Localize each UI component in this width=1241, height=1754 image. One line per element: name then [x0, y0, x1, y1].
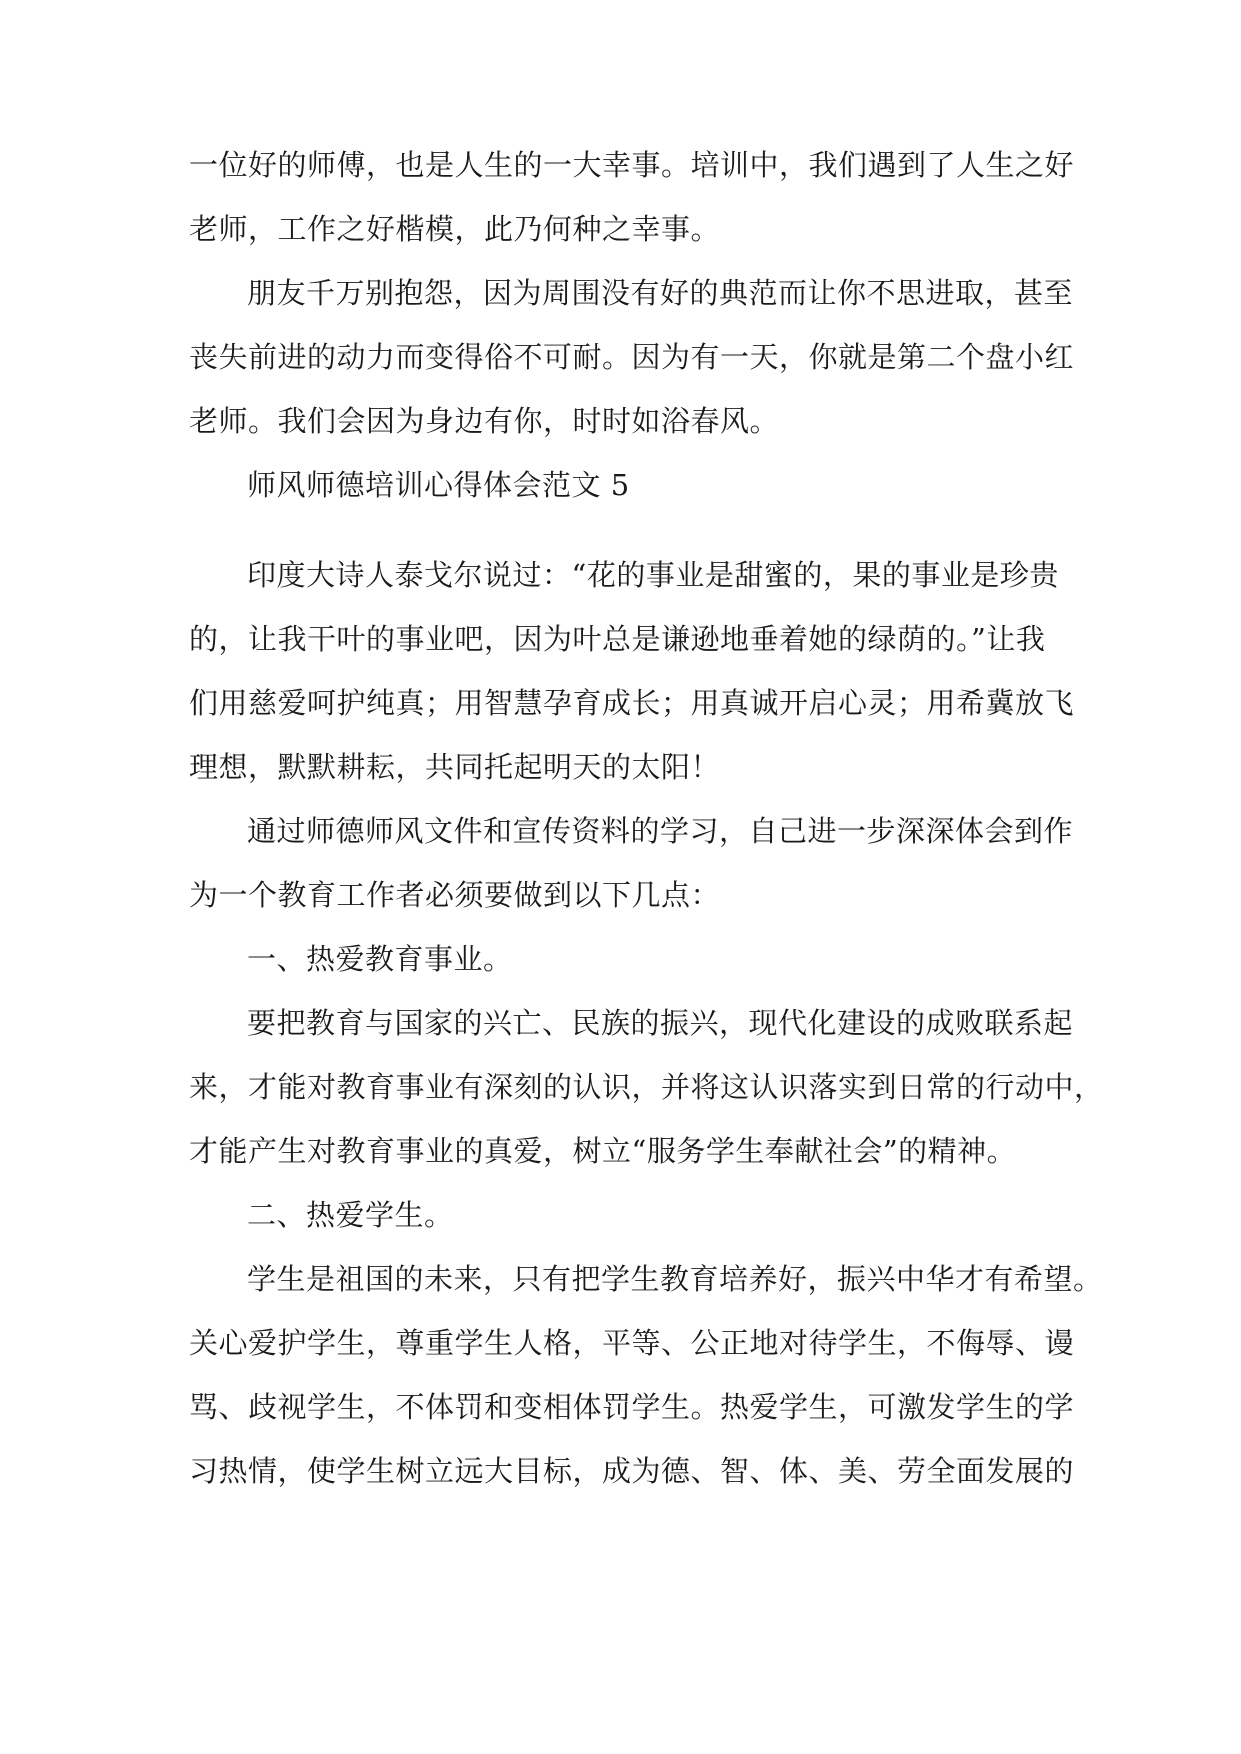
list-heading: 一、热爱教育事业。 — [247, 942, 513, 976]
list-heading: 二、热爱学生。 — [247, 1198, 454, 1232]
text-line: 通过师德师风文件和宣传资料的学习，自己进一步深深体会到作 — [247, 814, 1074, 848]
text-line: 习热情，使学生树立远大目标，成为德、智、体、美、劳全面发展的 — [189, 1454, 1075, 1488]
text-line: 为一个教育工作者必须要做到以下几点： — [189, 878, 721, 912]
text-line: 一位好的师傅，也是人生的一大幸事。培训中，我们遇到了人生之好 — [189, 148, 1075, 182]
text-block-top — [189, 133, 1075, 517]
text-line: 才能产生对教育事业的真爱，树立“服务学生奉献社会”的精神。 — [189, 1134, 1017, 1168]
text-line: 来，才能对教育事业有深刻的认识，并将这认识落实到日常的行动中， — [189, 1070, 1104, 1104]
text-line: 学生是祖国的未来，只有把学生教育培养好，振兴中华才有希望。 — [247, 1262, 1103, 1296]
text-line: 的，让我干叶的事业吧，因为叶总是谦逊地垂着她的绿荫的。”让我 — [189, 622, 1046, 656]
text-line: 老师，工作之好楷模，此乃何种之幸事。 — [189, 212, 721, 246]
text-line: 们用慈爱呵护纯真；用智慧孕育成长；用真诚开启心灵；用希冀放飞 — [189, 686, 1075, 720]
text-line: 骂、歧视学生，不体罚和变相体罚学生。热爱学生，可激发学生的学 — [189, 1390, 1075, 1424]
section-heading: 师风师德培训心得体会范文 5 — [247, 468, 630, 502]
text-line: 理想，默默耕耘，共同托起明天的太阳！ — [189, 750, 721, 784]
text-line: 关心爱护学生，尊重学生人格，平等、公正地对待学生，不侮辱、谩 — [189, 1326, 1075, 1360]
text-line: 印度大诗人泰戈尔说过：“花的事业是甜蜜的，果的事业是珍贵 — [247, 558, 1059, 592]
text-block-main — [189, 543, 1104, 1503]
text-line: 朋友千万别抱怨，因为周围没有好的典范而让你不思进取，甚至 — [247, 276, 1074, 310]
text-line: 要把教育与国家的兴亡、民族的振兴，现代化建设的成败联系起 — [247, 1006, 1074, 1040]
text-line: 老师。我们会因为身边有你，时时如浴春风。 — [189, 404, 780, 438]
text-line: 丧失前进的动力而变得俗不可耐。因为有一天，你就是第二个盘小红 — [189, 340, 1075, 374]
